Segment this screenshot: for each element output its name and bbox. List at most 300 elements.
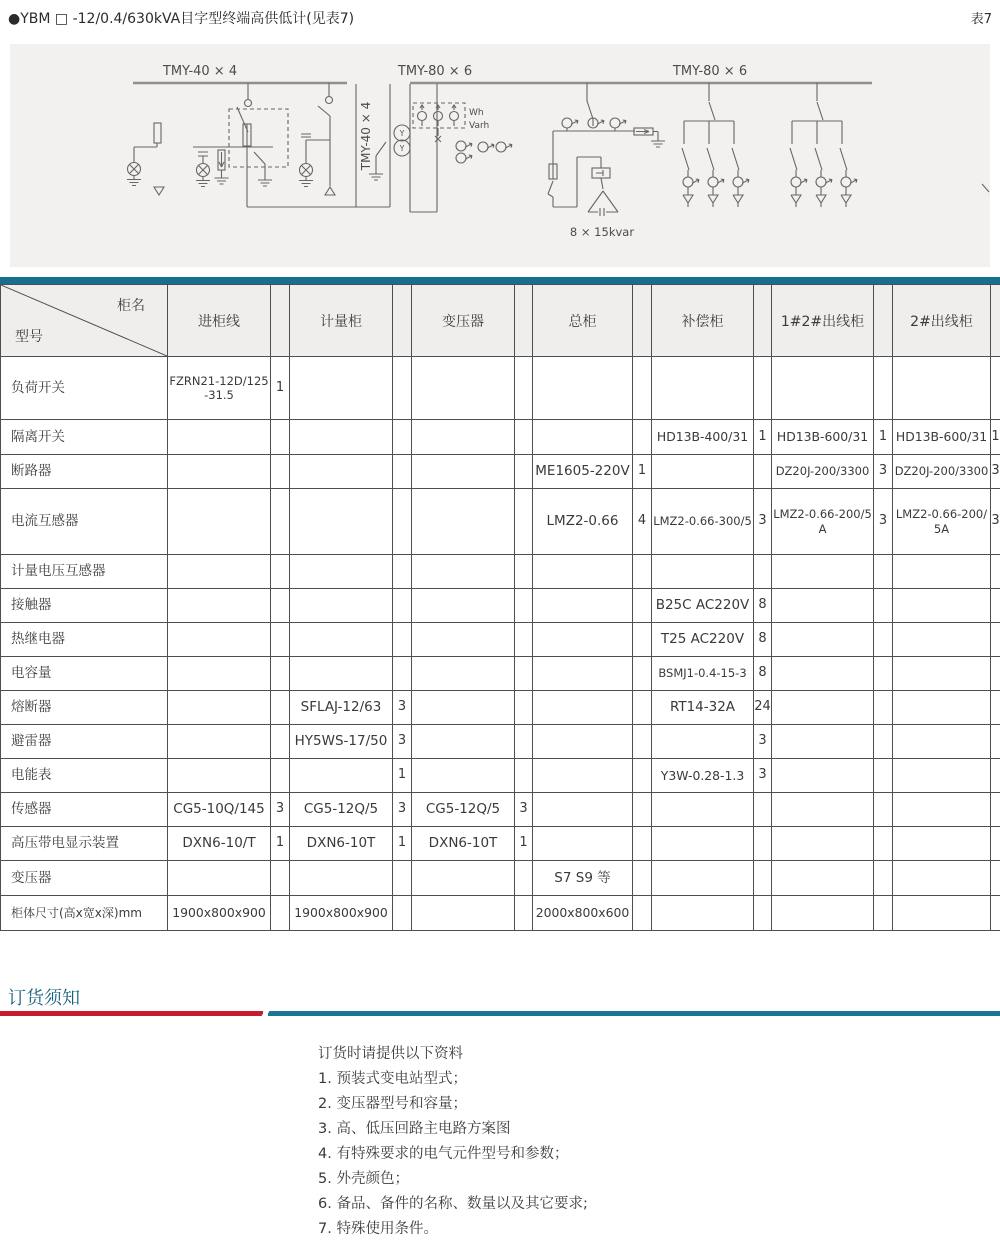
qty-cell [633,691,652,725]
model-cell [412,357,515,420]
model-cell [290,420,393,455]
qty-cell [271,555,290,589]
model-cell [772,861,874,896]
qty-cell [754,793,772,827]
capacitor-bank-label: 8 × 15kvar [570,225,634,239]
header-row [1,285,1000,357]
qty-cell [874,555,893,589]
table-row [1,793,1000,827]
model-cell [412,725,515,759]
qty-cell: 1 [991,420,1000,455]
model-cell [412,455,515,489]
qty-cell [515,725,533,759]
table-row [1,420,1000,455]
table-row [1,357,1000,420]
qty-cell [515,489,533,555]
qty-col-header [393,285,412,357]
qty-cell [633,827,652,861]
table-row [1,623,1000,657]
model-cell [772,657,874,691]
model-cell: BSMJ1-0.4-15-3 [652,657,754,691]
model-cell: 2000x800x600 [533,896,633,931]
qty-cell: 3 [754,759,772,793]
ct-symbol [478,142,494,152]
model-cell [893,357,991,420]
table-ref-label: 表7 [971,8,992,28]
qty-cell [754,896,772,931]
model-cell [772,589,874,623]
table-row [1,759,1000,793]
qty-cell [633,657,652,691]
model-cell: LMZ2-0.66-200/5A [772,489,874,555]
model-cell [290,455,393,489]
qty-cell [515,357,533,420]
col-header-main: 总柜 [533,285,633,357]
model-cell: Y3W-0.28-1.3 [652,759,754,793]
model-cell [412,861,515,896]
model-cell [533,357,633,420]
model-cell [168,759,271,793]
row-label: 断路器 [1,455,168,489]
model-cell [893,861,991,896]
model-cell [412,657,515,691]
qty-col-header [874,285,893,357]
model-cell: SFLAJ-12/63 [290,691,393,725]
model-cell [772,357,874,420]
qty-cell: 1 [633,455,652,489]
model-cell [290,623,393,657]
qty-cell [633,725,652,759]
qty-cell [271,896,290,931]
col-header-outgoing-1-2: 1#2#出线柜 [772,285,874,357]
model-cell [168,555,271,589]
qty-cell: 3 [754,489,772,555]
model-cell [533,589,633,623]
qty-cell [393,896,412,931]
model-cell: ME1605-220V [533,455,633,489]
col-header-compensation: 补偿柜 [652,285,754,357]
qty-cell: 3 [515,793,533,827]
qty-cell [515,691,533,725]
qty-cell: 3 [271,793,290,827]
qty-cell [991,555,1000,589]
bus2-label: TMY-80 × 6 [397,64,472,79]
table-row [1,896,1000,931]
model-cell: CG5-10Q/145 [168,793,271,827]
qty-cell [874,589,893,623]
incoming-line-group [127,83,356,207]
qty-cell: 3 [393,691,412,725]
model-cell: LMZ2-0.66-300/5 [652,489,754,555]
model-cell [893,657,991,691]
qty-cell [271,657,290,691]
qty-cell [874,896,893,931]
qty-cell: 1 [271,357,290,420]
page-title: ●YBM □ -12/0.4/630kVA目字型终端高供低计(见表7) [8,8,354,28]
qty-cell [393,489,412,555]
row-label: 计量电压互感器 [1,555,168,589]
model-cell [772,759,874,793]
table-row [1,489,1000,555]
table-top-accent-bar [0,277,1000,284]
qty-cell [271,589,290,623]
row-label: 电能表 [1,759,168,793]
qty-cell [874,657,893,691]
model-cell [652,896,754,931]
qty-cell [271,623,290,657]
row-label: 传感器 [1,793,168,827]
qty-cell [991,357,1000,420]
qty-cell [874,691,893,725]
qty-cell [633,759,652,793]
qty-cell: 24 [754,691,772,725]
qty-cell [991,691,1000,725]
model-cell: B25C AC220V [652,589,754,623]
qty-cell [515,555,533,589]
order-notice-item: 7. 特殊使用条件。 [318,1217,588,1242]
row-label: 电容量 [1,657,168,691]
col-header-incoming: 进柜线 [168,285,271,357]
model-cell [893,793,991,827]
model-cell: RT14-32A [652,691,754,725]
model-cell [168,691,271,725]
edge-mark [982,184,989,192]
qty-cell [515,896,533,931]
compensation-group [548,83,665,216]
model-cell [533,827,633,861]
riser-label: TMY-40 × 4 [359,102,373,172]
ct-symbol [588,118,604,128]
model-cell [772,555,874,589]
qty-cell [633,555,652,589]
winding-y-top: Y [399,129,405,138]
model-cell [533,420,633,455]
qty-cell: 3 [754,725,772,759]
table-row [1,455,1000,489]
single-line-diagram [10,44,990,267]
model-cell [652,555,754,589]
model-cell: DZ20J-200/3300 [893,455,991,489]
qty-cell [874,759,893,793]
col-header-outgoing-2: 2#出线柜 [893,285,991,357]
row-label: 熔断器 [1,691,168,725]
qty-cell: 8 [754,657,772,691]
model-cell [652,455,754,489]
table-row [1,725,1000,759]
model-cell [652,793,754,827]
feeder-group-1 [682,83,749,207]
ct-symbol [562,118,578,128]
model-cell [533,725,633,759]
model-cell [412,489,515,555]
qty-cell [515,623,533,657]
model-cell [290,555,393,589]
model-cell [412,420,515,455]
qty-cell [515,759,533,793]
model-cell [893,555,991,589]
qty-cell [393,657,412,691]
row-label: 负荷开关 [1,357,168,420]
order-notice-intro: 订货时请提供以下资料 [318,1042,588,1067]
model-cell [533,657,633,691]
bus1-label: TMY-40 × 4 [162,64,237,79]
qty-cell [271,725,290,759]
row-label: 柜体尺寸(高x宽x深)mm [1,896,168,931]
model-cell [290,759,393,793]
bus3-label: TMY-80 × 6 [672,64,747,79]
model-cell [893,691,991,725]
order-notice-heading: 订货须知 [8,984,80,1010]
qty-cell [874,623,893,657]
spec-table [0,284,1000,931]
qty-col-header [991,285,1000,357]
qty-cell: 3 [874,489,893,555]
qty-cell [633,420,652,455]
model-cell [168,657,271,691]
qty-cell: 3 [874,455,893,489]
qty-cell [874,827,893,861]
corner-label-cabinet: 柜名 [117,295,145,315]
model-cell [533,691,633,725]
table-row [1,589,1000,623]
ct-symbol [456,141,472,151]
model-cell [893,725,991,759]
row-label: 高压带电显示装置 [1,827,168,861]
order-notice-list [318,1042,588,1242]
qty-cell [271,861,290,896]
qty-cell [515,861,533,896]
model-cell [652,357,754,420]
qty-cell: 3 [393,725,412,759]
model-cell [772,827,874,861]
qty-cell: 1 [754,420,772,455]
model-cell [412,555,515,589]
model-cell [772,896,874,931]
model-cell: LMZ2-0.66 [533,489,633,555]
qty-cell [633,623,652,657]
model-cell [412,623,515,657]
model-cell [652,725,754,759]
row-label: 隔离开关 [1,420,168,455]
qty-cell [393,589,412,623]
qty-cell [874,793,893,827]
qty-cell [633,357,652,420]
model-cell [893,589,991,623]
model-cell [168,589,271,623]
model-cell: HY5WS-17/50 [290,725,393,759]
model-cell [412,589,515,623]
qty-cell: 1 [515,827,533,861]
qty-cell: 1 [393,759,412,793]
model-cell: CG5-12Q/5 [290,793,393,827]
qty-cell [991,759,1000,793]
model-cell [772,623,874,657]
qty-cell [754,555,772,589]
table-row [1,657,1000,691]
model-cell: HD13B-600/31 [772,420,874,455]
order-notice-item: 4. 有特殊要求的电气元件型号和参数； [318,1142,588,1167]
qty-cell [991,725,1000,759]
model-cell [168,725,271,759]
qty-cell [633,896,652,931]
qty-cell [874,725,893,759]
qty-cell: 4 [633,489,652,555]
schematic-diagram [10,44,990,267]
ct-symbol [456,153,472,163]
qty-cell: 8 [754,623,772,657]
qty-cell [991,623,1000,657]
qty-col-header [633,285,652,357]
model-cell [772,793,874,827]
table-row [1,861,1000,896]
qty-cell [874,357,893,420]
qty-cell [991,793,1000,827]
row-label: 变压器 [1,861,168,896]
wh-meter-label: Wh [469,108,484,118]
row-label: 电流互感器 [1,489,168,555]
qty-col-header [515,285,533,357]
qty-cell: 3 [991,489,1000,555]
qty-cell [271,489,290,555]
spec-table-section [0,277,1000,931]
qty-cell [991,896,1000,931]
qty-cell [754,455,772,489]
corner-label-model: 型号 [15,326,43,346]
model-cell: S7 S9 等 [533,861,633,896]
qty-cell: 8 [754,589,772,623]
ct-symbol [496,142,512,152]
model-cell [168,420,271,455]
qty-cell: 3 [393,793,412,827]
qty-cell [633,861,652,896]
qty-cell [271,759,290,793]
model-cell [412,759,515,793]
model-cell: CG5-12Q/5 [412,793,515,827]
qty-cell [633,589,652,623]
model-cell [290,489,393,555]
order-notice-item: 5. 外壳颜色； [318,1167,588,1192]
section-divider-bar [0,1011,1000,1016]
corner-header-cell [1,285,168,357]
model-cell [168,861,271,896]
row-label: 热继电器 [1,623,168,657]
model-cell [652,861,754,896]
qty-cell [515,589,533,623]
qty-cell [271,691,290,725]
order-notice-item: 6. 备品、备件的名称、数量以及其它要求; [318,1192,588,1217]
model-cell [290,357,393,420]
table-row [1,827,1000,861]
model-cell: T25 AC220V [652,623,754,657]
model-cell [290,861,393,896]
table-row [1,555,1000,589]
model-cell [772,725,874,759]
model-cell [290,589,393,623]
model-cell: 1900x800x900 [168,896,271,931]
model-cell [290,657,393,691]
qty-cell [271,455,290,489]
divider-teal-segment [268,1011,1000,1016]
model-cell [652,827,754,861]
model-cell [168,455,271,489]
qty-cell [754,357,772,420]
qty-cell: 3 [991,455,1000,489]
model-cell [412,691,515,725]
qty-cell [393,420,412,455]
qty-cell [271,420,290,455]
model-cell [533,793,633,827]
ct-symbol [610,118,626,128]
model-cell [533,623,633,657]
model-cell: LMZ2-0.66-200/5A [893,489,991,555]
order-notice-item: 1. 预装式变电站型式； [318,1067,588,1092]
metering-group [413,103,465,142]
row-label: 避雷器 [1,725,168,759]
model-cell: FZRN21-12D/125-31.5 [168,357,271,420]
qty-cell: 1 [874,420,893,455]
model-cell [533,555,633,589]
model-cell [168,489,271,555]
divider-red-segment [0,1011,263,1016]
model-cell [772,691,874,725]
qty-cell [515,455,533,489]
qty-cell [991,589,1000,623]
model-cell [893,827,991,861]
qty-col-header [754,285,772,357]
qty-cell [991,827,1000,861]
col-header-metering: 计量柜 [290,285,393,357]
model-cell: DZ20J-200/3300 [772,455,874,489]
table-row [1,691,1000,725]
qty-cell [754,827,772,861]
qty-cell [991,861,1000,896]
qty-col-header [271,285,290,357]
model-cell: DXN6-10T [290,827,393,861]
model-cell: DXN6-10T [412,827,515,861]
model-cell [533,759,633,793]
spec-table-body [1,357,1000,931]
qty-cell [393,861,412,896]
qty-cell [633,793,652,827]
col-header-transformer: 变压器 [412,285,515,357]
model-cell: 1900x800x900 [290,896,393,931]
row-label: 接触器 [1,589,168,623]
qty-cell [515,657,533,691]
varh-meter-label: Varh [469,121,489,131]
model-cell: HD13B-400/31 [652,420,754,455]
qty-cell [393,623,412,657]
model-cell [893,759,991,793]
order-notice-item: 2. 变压器型号和容量； [318,1092,588,1117]
order-notice-item: 3. 高、低压回路主电路方案图 [318,1117,588,1142]
qty-cell: 1 [271,827,290,861]
model-cell [168,623,271,657]
model-cell: DXN6-10/T [168,827,271,861]
qty-cell [874,861,893,896]
model-cell [893,623,991,657]
qty-cell [515,420,533,455]
page-header [8,8,992,28]
model-cell [893,896,991,931]
qty-cell: 1 [393,827,412,861]
qty-cell [754,861,772,896]
feeder-group-2 [790,83,857,207]
qty-cell [393,555,412,589]
qty-cell [991,657,1000,691]
model-cell [412,896,515,931]
qty-cell [393,455,412,489]
qty-cell [393,357,412,420]
